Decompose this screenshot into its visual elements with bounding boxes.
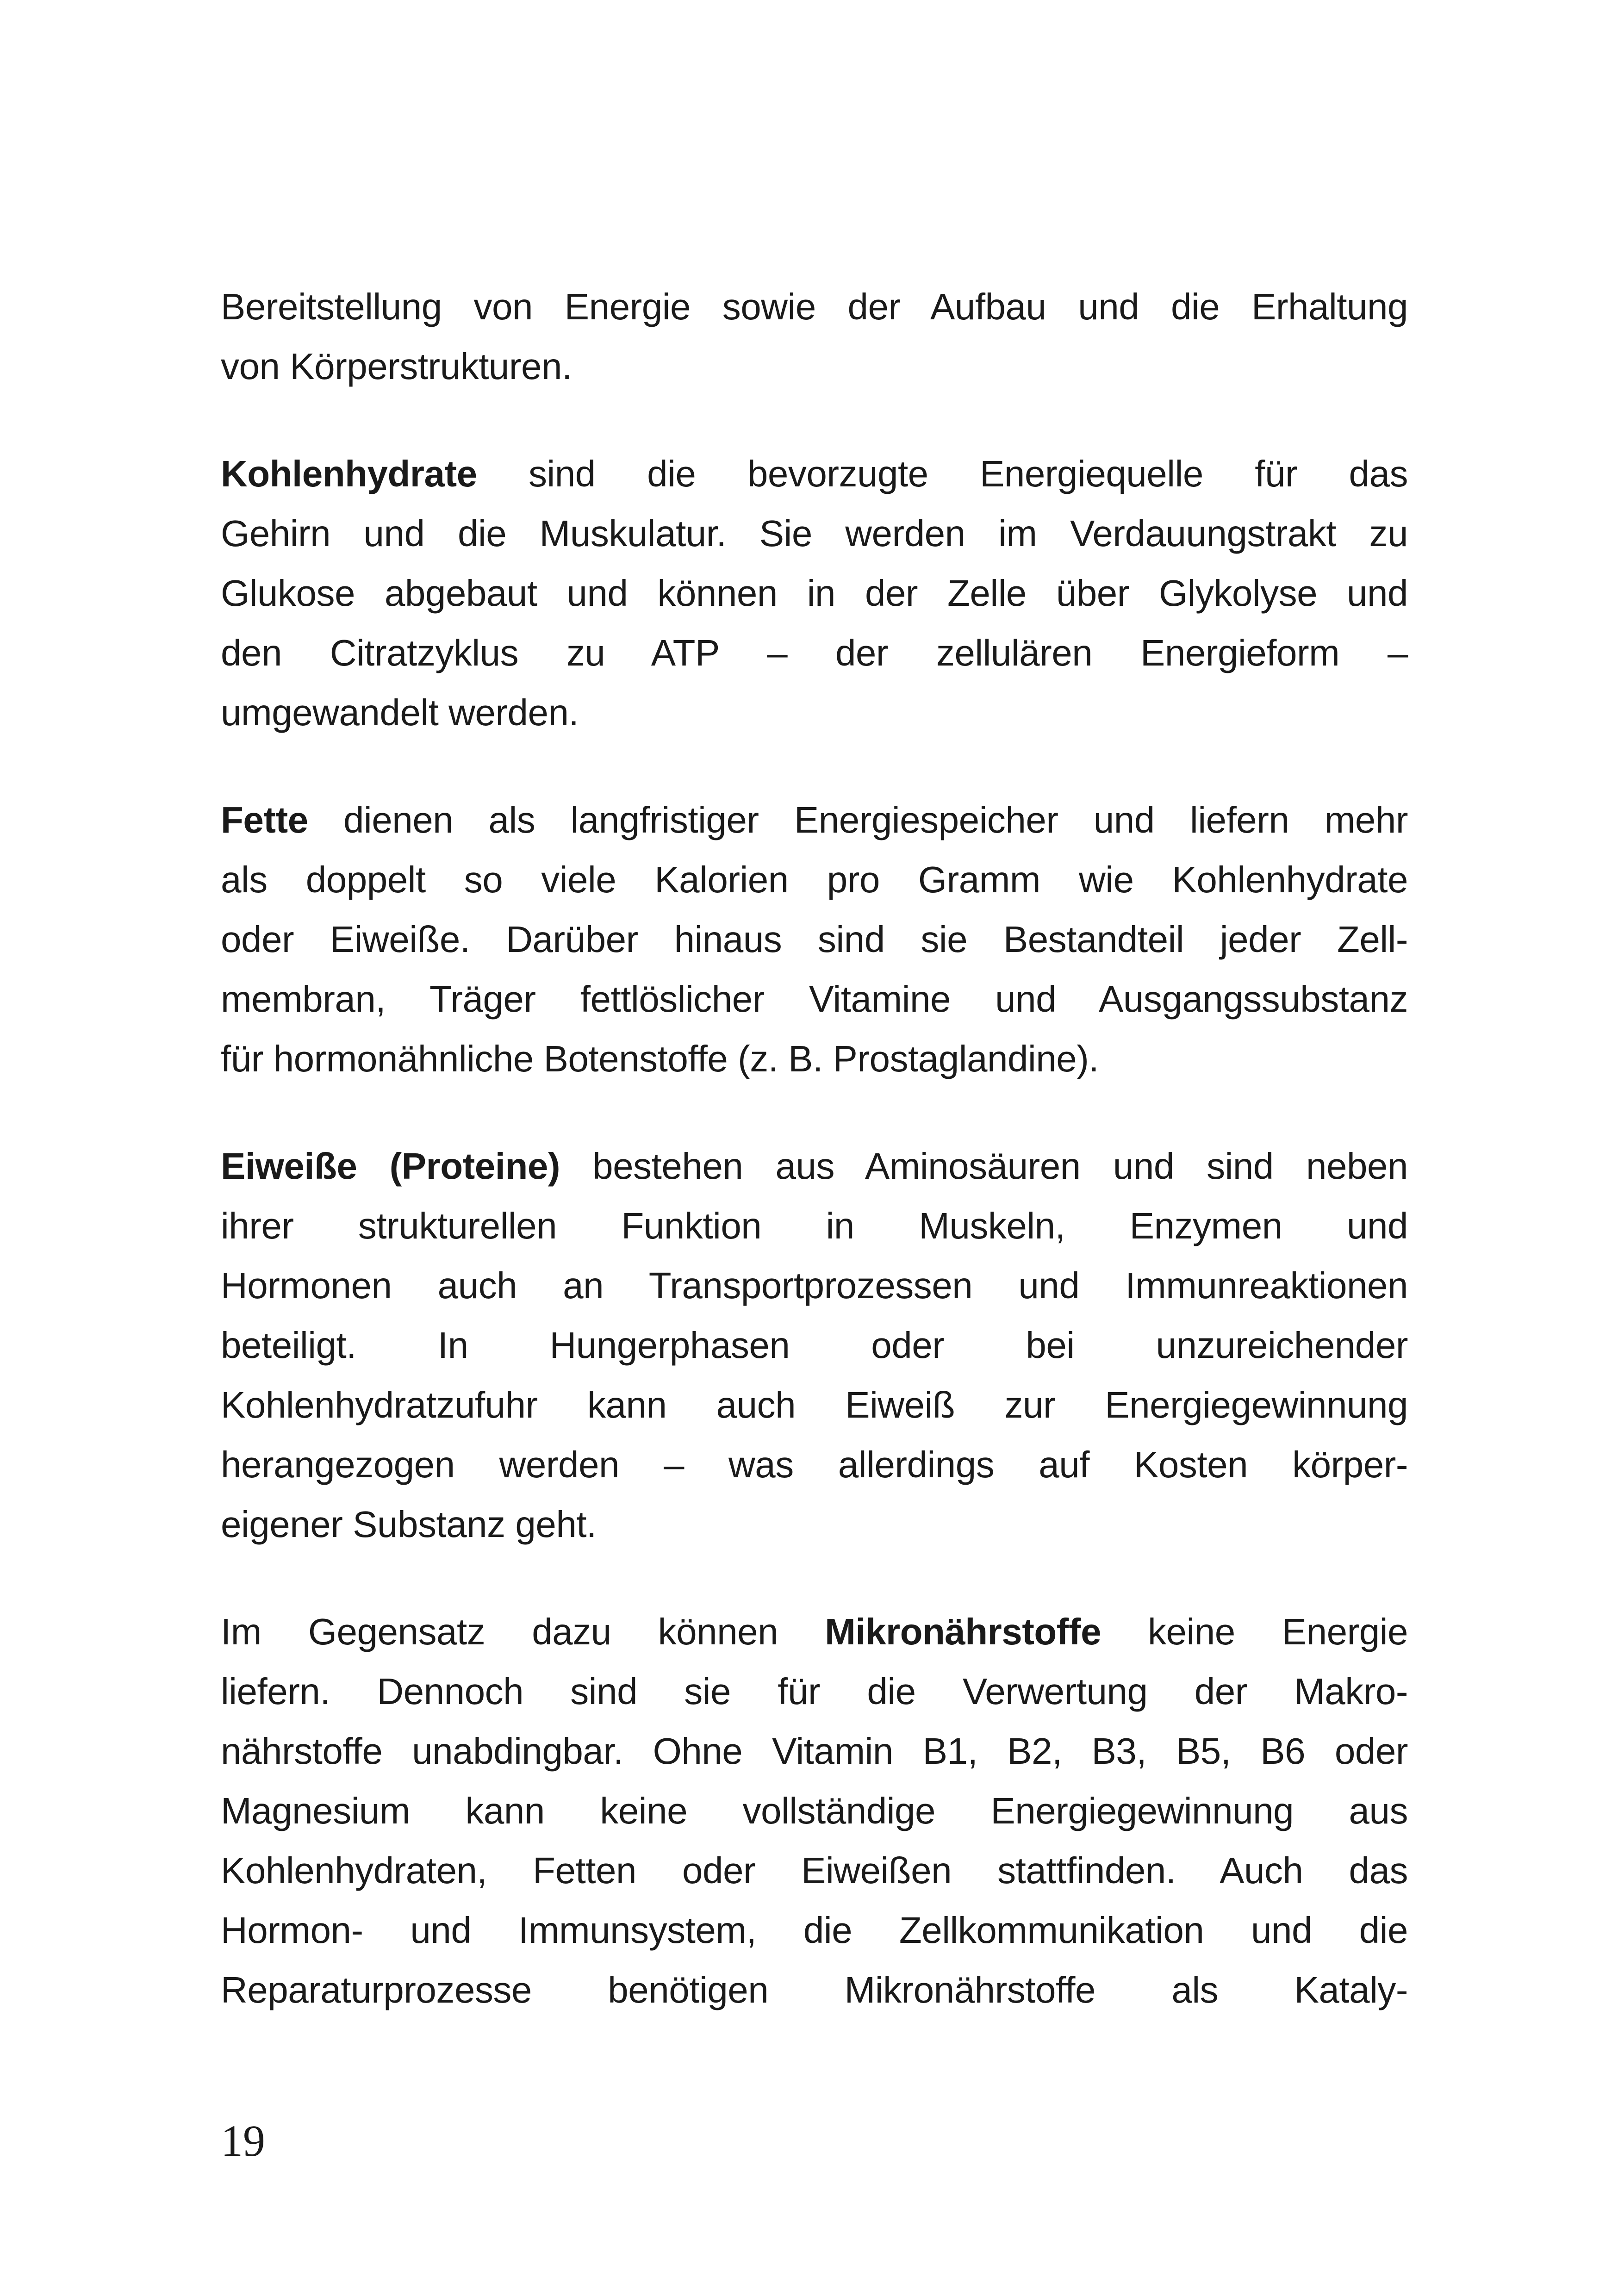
text-line: [221, 1960, 1408, 2020]
text-segment: membran, Träger fettlöslicher Vitamine und Ausgangssubstanz: [221, 978, 1408, 1020]
paragraph: [221, 277, 1408, 396]
bold-term: Fette: [221, 799, 308, 840]
text-segment: den Citratzyklus zu ATP – der zellulären Energieform –: [221, 632, 1408, 673]
text-segment: dienen als langfristiger Energiespeicher und liefern mehr: [308, 799, 1408, 840]
text-line: [221, 969, 1408, 1029]
page-number: 19: [221, 2116, 265, 2165]
paragraph: [221, 1136, 1408, 1554]
text-line: [221, 1900, 1408, 1960]
text-segment: keine Energie: [1101, 1611, 1408, 1652]
text-line: [221, 1721, 1408, 1781]
text-line: [221, 336, 1408, 396]
text-line: [221, 1315, 1408, 1375]
text-line: [221, 1256, 1408, 1315]
bold-term: Mikronährstoffe: [825, 1611, 1101, 1652]
text-line: [221, 1375, 1408, 1435]
text-segment: Bereitstellung von Energie sowie der Aufbau und die Erhaltung: [221, 286, 1408, 327]
text-line: [221, 1602, 1408, 1661]
text-segment: Magnesium kann keine vollständige Energiegewinnung aus: [221, 1790, 1408, 1831]
bold-term: Kohlenhydrate: [221, 453, 477, 494]
text-segment: eigener Substanz geht.: [221, 1504, 597, 1545]
text-segment: sind die bevorzugte Energiequelle für das: [477, 453, 1408, 494]
text-segment: für hormonähnliche Botenstoffe (z. B. Prostaglandine).: [221, 1038, 1099, 1079]
text-segment: Glukose abgebaut und können in der Zelle über Glykolyse und: [221, 572, 1408, 614]
text-segment: Gehirn und die Muskulatur. Sie werden im Verdauungstrakt zu: [221, 513, 1408, 554]
text-segment: Im Gegensatz dazu können: [221, 1611, 825, 1652]
text-line: [221, 1661, 1408, 1721]
text-segment: von Körperstrukturen.: [221, 346, 572, 387]
text-line: [221, 683, 1408, 742]
paragraph: [221, 444, 1408, 742]
text-segment: herangezogen werden – was allerdings auf Kosten körper-: [221, 1444, 1408, 1485]
text-segment: nährstoffe unabdingbar. Ohne Vitamin B1, B2, B3, B5, B6 oder: [221, 1730, 1408, 1772]
text-line: [221, 623, 1408, 683]
text-segment: beteiligt. In Hungerphasen oder bei unzureichender: [221, 1325, 1408, 1366]
paragraph: [221, 1602, 1408, 2020]
text-line: [221, 1029, 1408, 1089]
text-line: [221, 504, 1408, 563]
paragraph: [221, 790, 1408, 1089]
text-line: [221, 850, 1408, 909]
text-segment: Kohlenhydratzufuhr kann auch Eiweiß zur Energiegewinnung: [221, 1384, 1408, 1425]
text-line: [221, 1196, 1408, 1256]
bold-term: Eiweiße (Proteine): [221, 1145, 560, 1187]
text-line: [221, 1781, 1408, 1841]
text-segment: Hormon- und Immunsystem, die Zellkommunikation und die: [221, 1910, 1408, 1951]
text-line: [221, 1494, 1408, 1554]
text-line: [221, 1841, 1408, 1900]
text-segment: Hormonen auch an Transportprozessen und Immunreaktionen: [221, 1265, 1408, 1306]
text-line: [221, 444, 1408, 504]
body-text: [221, 277, 1408, 2067]
text-line: [221, 1136, 1408, 1196]
text-segment: als doppelt so viele Kalorien pro Gramm wie Kohlenhydrate: [221, 859, 1408, 900]
text-line: [221, 563, 1408, 623]
text-segment: ihrer strukturellen Funktion in Muskeln, Enzymen und: [221, 1205, 1408, 1246]
text-segment: umgewandelt werden.: [221, 692, 579, 733]
text-segment: bestehen aus Aminosäuren und sind neben: [560, 1145, 1408, 1187]
text-segment: Kohlenhydraten, Fetten oder Eiweißen stattfinden. Auch das: [221, 1850, 1408, 1891]
text-line: [221, 790, 1408, 850]
text-line: [221, 277, 1408, 336]
text-segment: liefern. Dennoch sind sie für die Verwertung der Makro-: [221, 1671, 1408, 1712]
text-line: [221, 1435, 1408, 1494]
text-segment: oder Eiweiße. Darüber hinaus sind sie Bestandteil jeder Zell-: [221, 919, 1408, 960]
text-segment: Reparaturprozesse benötigen Mikronährstoffe als Kataly-: [221, 1969, 1408, 2010]
text-line: [221, 909, 1408, 969]
